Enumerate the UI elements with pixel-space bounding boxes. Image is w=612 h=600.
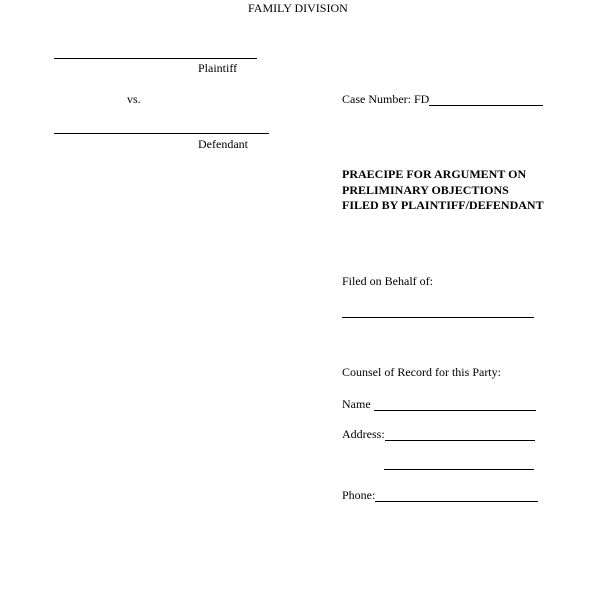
counsel-phone-field [342, 488, 538, 502]
title-line-1: PRAECIPE FOR ARGUMENT ON [342, 167, 527, 181]
counsel-phone-label: Phone: [342, 488, 376, 502]
defendant-name-line[interactable] [54, 133, 269, 134]
counsel-address-line-1[interactable] [385, 429, 535, 441]
counsel-name-line[interactable] [374, 399, 536, 411]
counsel-address-field [342, 427, 535, 441]
case-number-field [342, 92, 543, 106]
plaintiff-label: Plaintiff [198, 61, 238, 75]
counsel-heading: Counsel of Record for this Party: [342, 365, 501, 379]
counsel-phone-line[interactable] [375, 490, 538, 502]
counsel-address-label: Address: [342, 427, 385, 441]
title-line-2: PRELIMINARY OBJECTIONS [342, 182, 509, 197]
defendant-label: Defendant [198, 137, 248, 151]
counsel-address-line-2[interactable] [384, 469, 534, 470]
counsel-name-label: Name [342, 397, 371, 411]
plaintiff-name-line[interactable] [54, 58, 257, 59]
versus-label: vs. [127, 92, 141, 106]
division-heading: FAMILY DIVISION [248, 1, 348, 15]
title-line-3: FILED BY PLAINTIFF/DEFENDANT [342, 198, 544, 212]
filed-on-behalf-label: Filed on Behalf of: [342, 274, 433, 288]
case-number-line[interactable] [429, 94, 543, 106]
case-number-label: Case Number: FD [342, 92, 430, 106]
filed-on-behalf-line[interactable] [342, 317, 534, 318]
counsel-name-field [342, 397, 536, 411]
document-title [342, 167, 544, 214]
